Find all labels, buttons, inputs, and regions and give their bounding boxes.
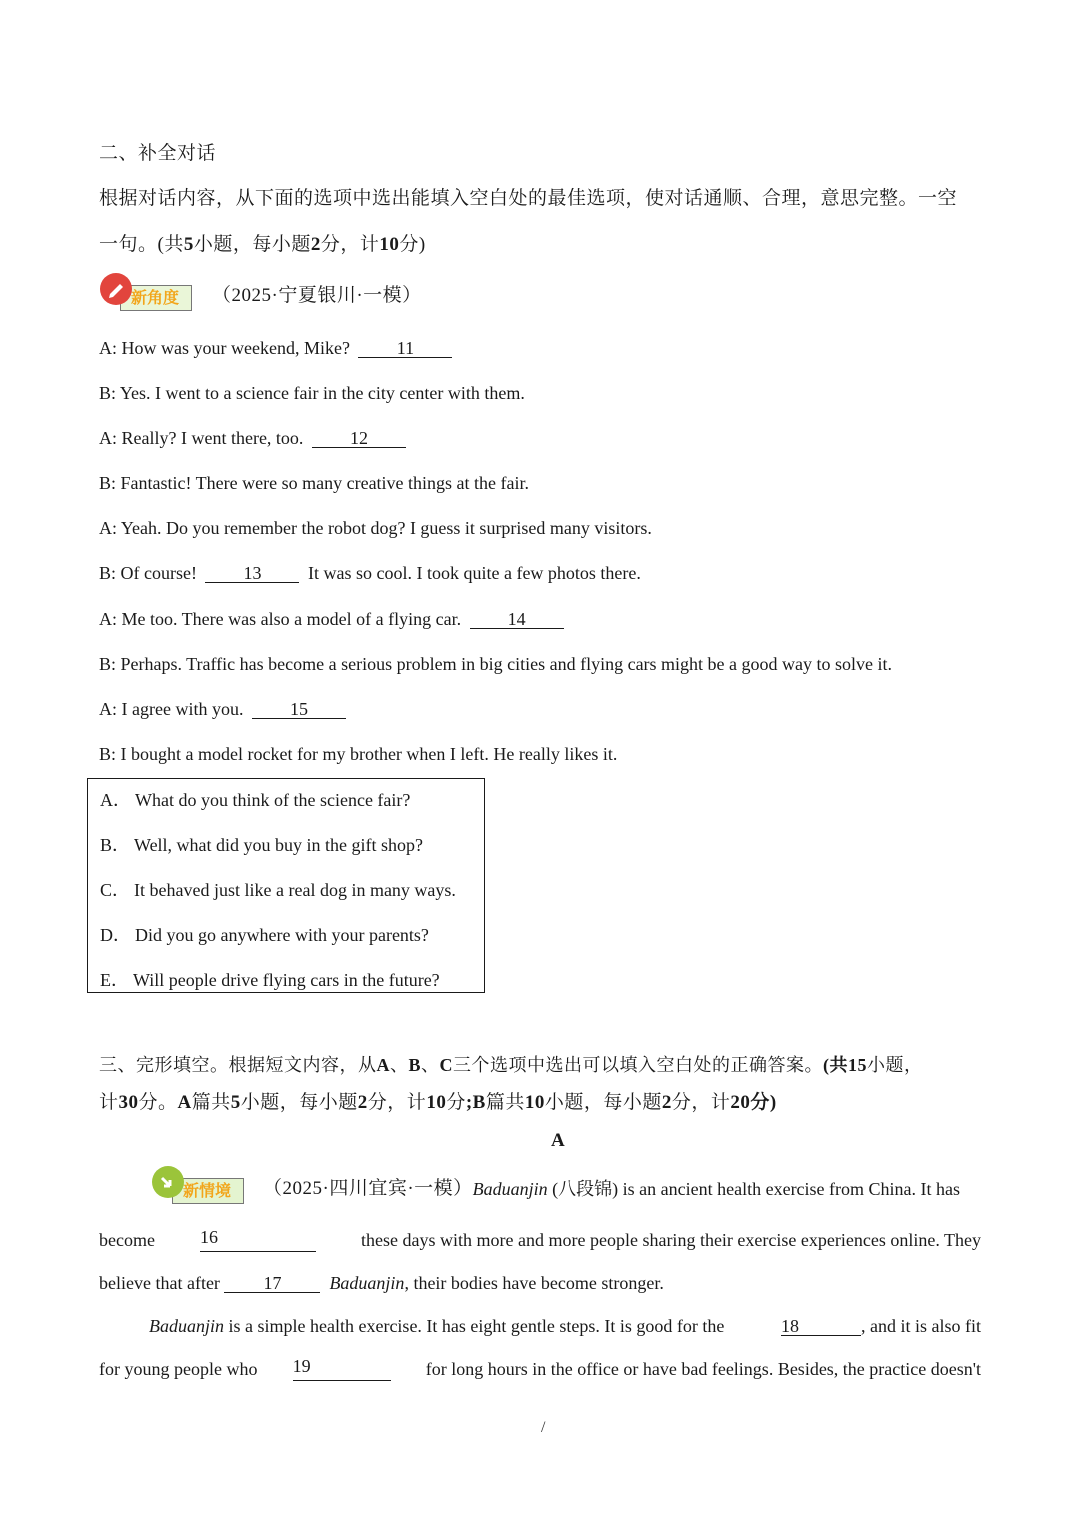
section2-title: 二、补全对话 xyxy=(99,143,217,164)
blank-15[interactable]: 15 xyxy=(252,700,346,719)
passage-line4: Baduanjin is a simple health exercise. It has eight gentle steps. It is good for the 18 , and it is also fit xyxy=(149,1316,981,1336)
passage-line2: become 16 these days with more and more people sharing their exercise experiences online. They xyxy=(99,1227,981,1250)
arrow-icon xyxy=(152,1166,184,1198)
blank-17[interactable]: 17 xyxy=(224,1274,320,1293)
options-box xyxy=(87,778,485,993)
blank-16[interactable]: 16 xyxy=(200,1228,316,1252)
section2-instruction-line1: 根据对话内容，从下面的选项中选出能填入空白处的最佳选项，使对话通顺、合理，意思完整。一空 xyxy=(99,188,958,209)
dialogue-line xyxy=(99,561,641,585)
option-text: Will people drive flying cars in the future? xyxy=(133,970,440,990)
dialogue-text: A: I agree with you. xyxy=(99,699,248,719)
dialogue-line xyxy=(99,697,346,721)
option-item xyxy=(100,833,423,857)
section2-source: （2025·宁夏银川·一模） xyxy=(212,285,422,306)
section3-instruction-line2: 计30分。A篇共5小题，每小题2分，计10分;B篇共10小题，每小题2分，计20分) xyxy=(99,1092,777,1113)
blank-14[interactable]: 14 xyxy=(470,610,564,629)
new-context-badge xyxy=(152,1166,262,1210)
section3-instruction-line1: 三、完形填空。根据短文内容，从A、B、C三个选项中选出可以填入空白处的正确答案。(共15小题， xyxy=(99,1055,923,1075)
option-text: Well, what did you buy in the gift shop? xyxy=(134,835,424,855)
section2-instruction-line2: 一句。(共5小题，每小题2分，计10分) xyxy=(99,234,426,255)
passage-line1: （2025·四川宜宾·一模） Baduanjin (八段锦) is an ancient health exercise from China. It has xyxy=(263,1178,961,1199)
badge-label: 新情境 xyxy=(172,1178,244,1204)
option-item xyxy=(100,923,429,947)
blank-12[interactable]: 12 xyxy=(312,429,406,448)
page-footer: / xyxy=(541,1419,546,1436)
pencil-icon xyxy=(100,273,132,305)
option-letter: B． xyxy=(100,835,131,855)
option-text: Did you go anywhere with your parents? xyxy=(135,925,429,945)
dialogue-text: B: Yes. I went to a science fair in the city center with them. xyxy=(99,383,525,403)
option-text: It behaved just like a real dog in many ways. xyxy=(134,880,456,900)
dialogue-line xyxy=(99,336,452,360)
option-item xyxy=(100,878,456,902)
option-letter: E． xyxy=(100,970,129,990)
dialogue-text: B: Of course! xyxy=(99,563,202,583)
dialogue-line xyxy=(99,381,525,405)
dialogue-text: A: How was your weekend, Mike? xyxy=(99,338,355,358)
badge-label: 新角度 xyxy=(120,285,192,311)
dialogue-line xyxy=(99,426,406,450)
blank-13[interactable]: 13 xyxy=(205,564,299,583)
dialogue-line xyxy=(99,652,892,676)
dialogue-text: A: Yeah. Do you remember the robot dog? I guess it surprised many visitors. xyxy=(99,518,652,538)
option-letter: C． xyxy=(100,880,131,900)
dialogue-line xyxy=(99,516,652,540)
dialogue-line xyxy=(99,607,564,631)
passage-line5: for young people who 19 for long hours in the office or have bad feelings. Besides, the practice doesn't xyxy=(99,1356,981,1379)
option-letter: D． xyxy=(100,925,131,945)
dialogue-text: B: Perhaps. Traffic has become a serious problem in big cities and flying cars might be a good way to solve it. xyxy=(99,654,893,674)
option-text: What do you think of the science fair? xyxy=(135,790,411,810)
dialogue-text: A: Me too. There was also a model of a flying car. xyxy=(99,609,466,629)
passage-title: A xyxy=(551,1130,565,1151)
option-item xyxy=(100,788,410,812)
dialogue-text: B: Fantastic! There were so many creative things at the fair. xyxy=(99,473,530,493)
dialogue-line xyxy=(99,471,529,495)
dialogue-text: A: Really? I went there, too. xyxy=(99,428,308,448)
dialogue-line xyxy=(99,742,617,766)
blank-11[interactable]: 11 xyxy=(358,339,452,358)
new-angle-badge xyxy=(100,273,210,317)
passage-line3: believe that after 17 Baduanjin, their bodies have become stronger. xyxy=(99,1273,664,1293)
dialogue-text: B: I bought a model rocket for my brother when I left. He really likes it. xyxy=(99,744,618,764)
dialogue-text: It was so cool. I took quite a few photos there. xyxy=(303,563,641,583)
blank-18[interactable]: 18 xyxy=(781,1317,861,1336)
blank-19[interactable]: 19 xyxy=(293,1357,391,1381)
option-letter: A． xyxy=(100,790,131,810)
option-item xyxy=(100,968,440,992)
